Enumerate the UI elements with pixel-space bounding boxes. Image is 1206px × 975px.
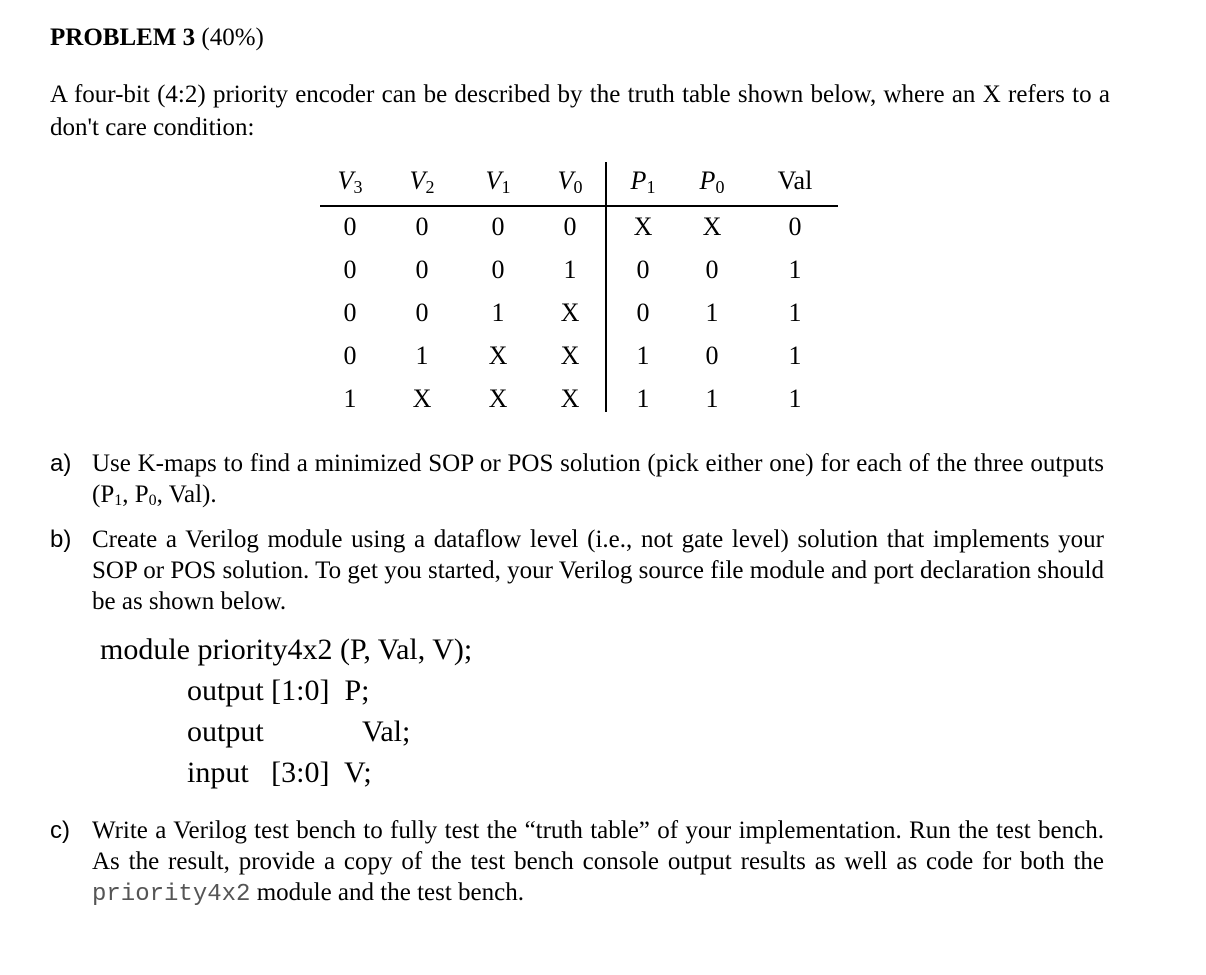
table-cell: 0 xyxy=(415,255,429,284)
table-cell: 0 xyxy=(636,298,650,327)
table-header-v1: $V_1$ xyxy=(485,166,511,197)
table-cell: 0 xyxy=(563,212,577,241)
table-header-p0: $P_0$ xyxy=(699,166,725,197)
item-b xyxy=(50,524,1110,624)
table-cell: 1 xyxy=(705,298,719,327)
table-cell: 0 xyxy=(343,255,357,284)
table-cell: 0 xyxy=(343,341,357,370)
code-line-input-v: input [3:0] V; xyxy=(187,756,372,789)
table-cell: 0 xyxy=(415,212,429,241)
table-header-v3: $V_3$ xyxy=(337,166,363,197)
table-cell: X xyxy=(488,384,508,413)
item-a-label: a) xyxy=(50,450,72,477)
table-cell: 1 xyxy=(788,255,802,284)
problem-title: PROBLEM 3 xyxy=(50,24,196,51)
table-cell: 1 xyxy=(636,384,650,413)
table-cell: 1 xyxy=(636,341,650,370)
table-cell: X xyxy=(633,212,653,241)
item-c xyxy=(50,815,1110,915)
table-cell: X xyxy=(560,298,580,327)
item-b-text: Create a Verilog module using a dataflow level (i.e., not gate level) solution that implements your SOP or POS solution. To get you started, your Verilog source file module and port declaration should be as shown below. xyxy=(92,526,1104,615)
table-cell: 0 xyxy=(636,255,650,284)
inline-code-module-name: priority4x2 xyxy=(92,881,251,908)
table-cell: 1 xyxy=(491,298,505,327)
table-cell: X xyxy=(560,341,580,370)
table-cell: 0 xyxy=(491,212,505,241)
table-cell: X xyxy=(488,341,508,370)
table-cell: 1 xyxy=(343,384,357,413)
table-cell: 1 xyxy=(563,255,577,284)
table-cell: 0 xyxy=(705,255,719,284)
truth-table xyxy=(320,162,840,412)
table-cell: 1 xyxy=(788,298,802,327)
table-cell: 1 xyxy=(705,384,719,413)
table-cell: X xyxy=(412,384,432,413)
table-cell: X xyxy=(702,212,722,241)
item-a xyxy=(50,448,1110,518)
code-line-output-p: output [1:0] P; xyxy=(187,674,370,707)
table-header-p1: $P_1$ xyxy=(630,166,656,197)
table-header-rule xyxy=(320,205,838,207)
table-cell: 0 xyxy=(705,341,719,370)
table-cell: X xyxy=(560,384,580,413)
table-cell: 0 xyxy=(491,255,505,284)
table-cell: 1 xyxy=(788,341,802,370)
code-line-output-val: Val; xyxy=(362,715,411,748)
table-header-val: Val xyxy=(777,166,813,195)
table-header-v0: $V_0$ xyxy=(557,166,583,197)
intro-paragraph: A four-bit (4:2) priority encoder can be described by the truth table shown below, where an X refers to a don't care condition: xyxy=(50,81,1110,141)
table-cell: 0 xyxy=(343,212,357,241)
table-cell: 0 xyxy=(415,298,429,327)
problem-weight: (40%) xyxy=(201,24,264,51)
table-cell: 1 xyxy=(415,341,429,370)
item-a-text: Use K-maps to find a minimized SOP or POS solution (pick either one) for each of the three outputs ($P_1$, $P_0$, Val). xyxy=(92,450,1104,509)
table-divider-rule xyxy=(605,162,607,412)
table-cell: 0 xyxy=(343,298,357,327)
problem-heading xyxy=(50,24,264,52)
code-line-module: module priority4x2 (P, Val, V); xyxy=(100,633,473,666)
item-c-label: c) xyxy=(50,817,70,844)
table-cell: 1 xyxy=(788,384,802,413)
item-c-text: Write a Verilog test bench to fully test the “truth table” of your implementation. Run the test bench. As the result, provide a copy of the test bench console output results as well as code for both the priority4x2 module and the test bench. xyxy=(92,817,1104,908)
item-b-label: b) xyxy=(50,526,72,553)
code-line-output-keyword: output xyxy=(187,715,264,748)
table-cell: 0 xyxy=(788,212,802,241)
table-header-v2: $V_2$ xyxy=(409,166,435,197)
